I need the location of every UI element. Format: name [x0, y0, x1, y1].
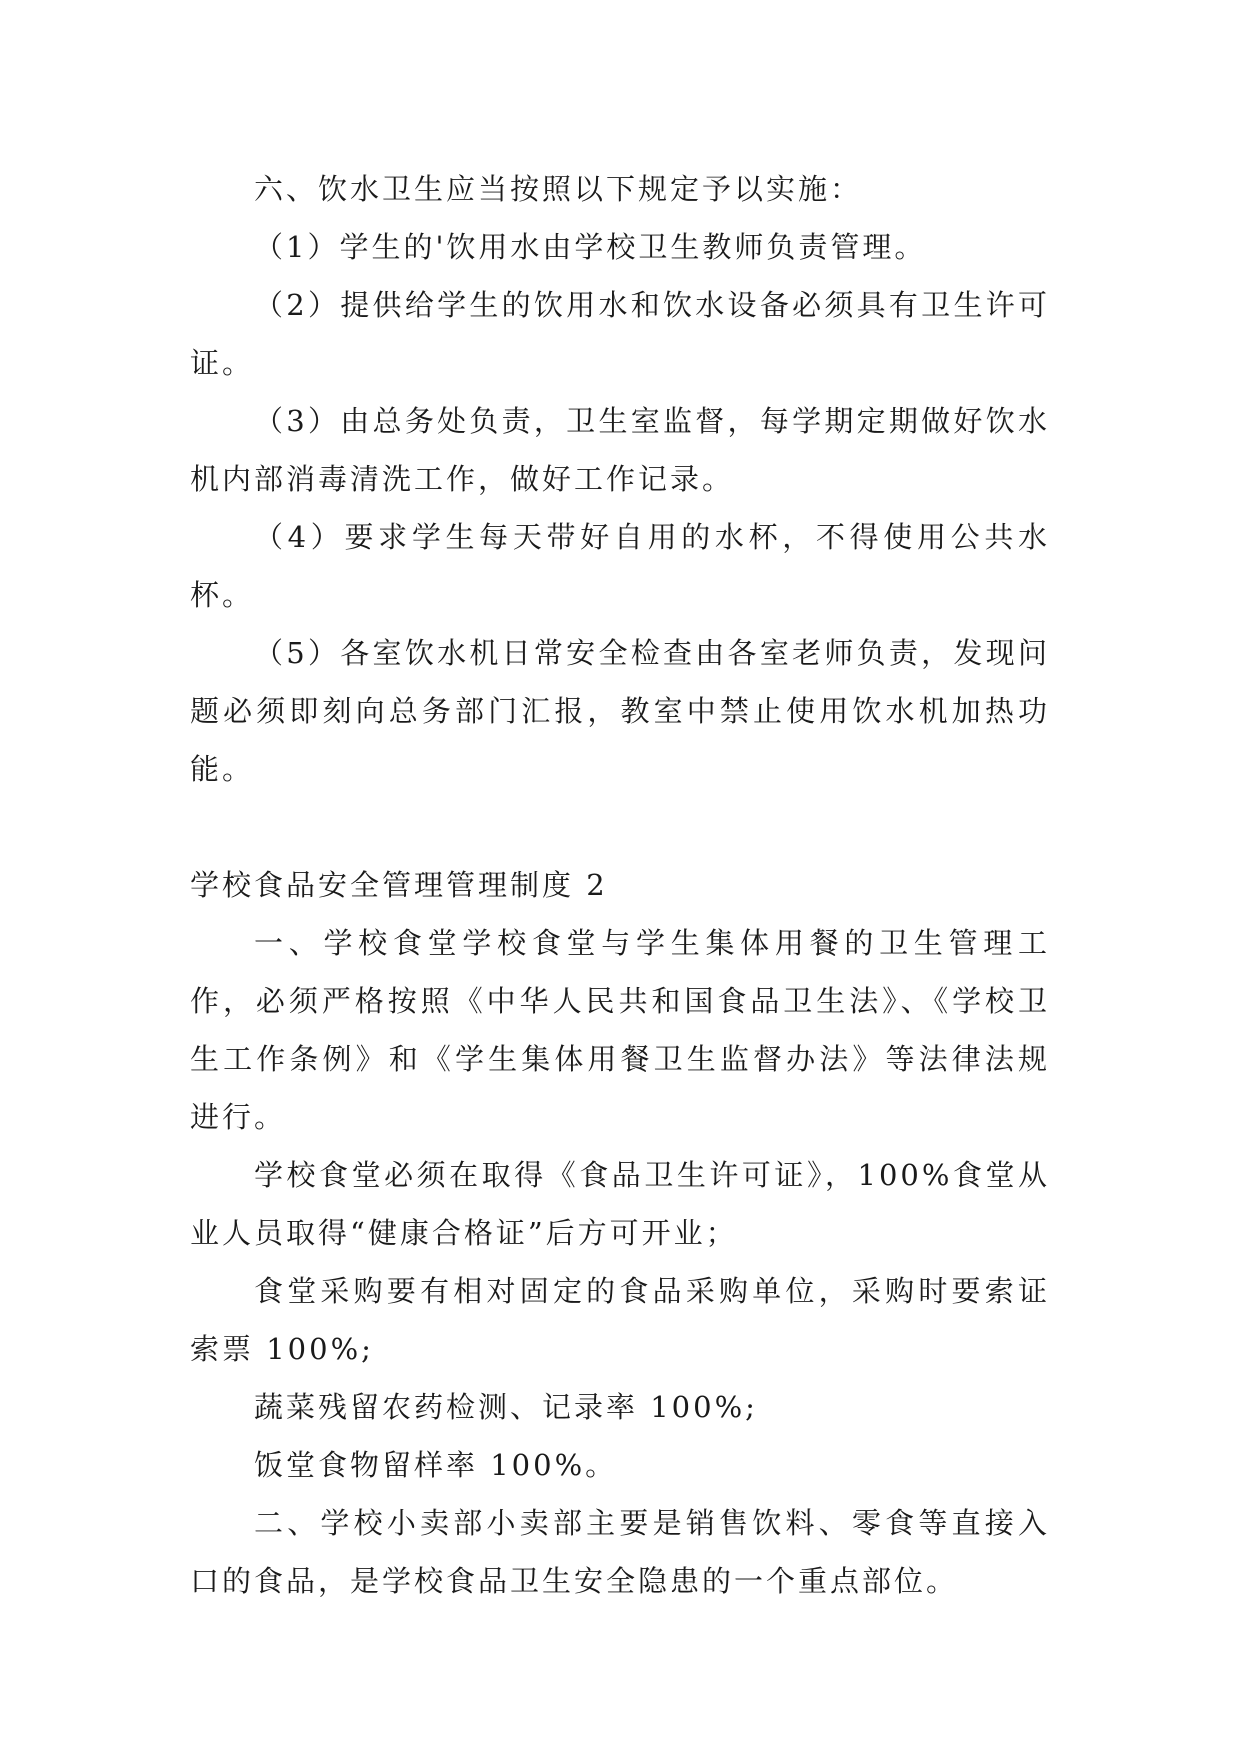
- document-body: [190, 160, 1050, 1610]
- section-title: 学校食品安全管理管理制度 2: [190, 868, 608, 902]
- paragraph-sample: 饭堂食物留样率 100%。: [254, 1448, 618, 1482]
- paragraph-item-2: （2）提供给学生的饮用水和饮水设备必须具有卫生许可证。: [190, 288, 1050, 380]
- paragraph-shop: 二、学校小卖部小卖部主要是销售饮料、零食等直接入口的食品，是学校食品卫生安全隐患的一个重点部位。: [190, 1506, 1050, 1598]
- paragraph-item-4: （4）要求学生每天带好自用的水杯，不得使用公共水杯。: [190, 520, 1050, 612]
- paragraph-license: 学校食堂必须在取得《食品卫生许可证》，100%食堂从业人员取得“健康合格证”后方可开业；: [190, 1158, 1050, 1250]
- paragraph-drinking-water-heading: 六、饮水卫生应当按照以下规定予以实施：: [254, 172, 863, 206]
- paragraph-item-3: （3）由总务处负责，卫生室监督，每学期定期做好饮水机内部消毒清洗工作，做好工作记录。: [190, 404, 1050, 496]
- paragraph-canteen: 一、学校食堂学校食堂与学生集体用餐的卫生管理工作，必须严格按照《中华人民共和国食品卫生法》、《学校卫生工作条例》和《学生集体用餐卫生监督办法》等法律法规进行。: [190, 926, 1050, 1134]
- section-gap: [190, 798, 1050, 856]
- paragraph-item-1: （1）学生的'饮用水由学校卫生教师负责管理。: [254, 230, 927, 264]
- paragraph-pesticide: 蔬菜残留农药检测、记录率 100%;: [254, 1390, 758, 1424]
- paragraph-procurement: 食堂采购要有相对固定的食品采购单位，采购时要索证索票 100%;: [190, 1274, 1050, 1366]
- paragraph-item-5: （5）各室饮水机日常安全检查由各室老师负责，发现问题必须即刻向总务部门汇报，教室中禁止使用饮水机加热功能。: [190, 636, 1050, 786]
